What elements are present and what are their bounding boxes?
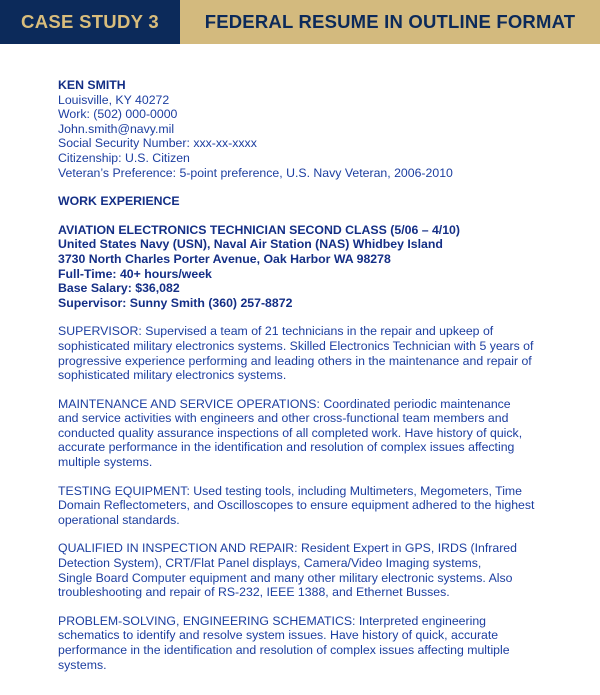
case-study-label-box — [0, 0, 180, 44]
work-hours: Full-Time: 40+ hours/week — [58, 266, 212, 281]
paragraph-line: QUALIFIED IN INSPECTION AND REPAIR: Resident Expert in GPS, IRDS (Infrared — [58, 541, 517, 556]
applicant-city: Louisville, KY 40272 — [58, 92, 170, 107]
employer: United States Navy (USN), Naval Air Station (NAS) Whidbey Island — [58, 237, 443, 252]
paragraph-line: performance in the identification and resolution of complex issues affecting multiple — [58, 643, 510, 657]
paragraph-line: PROBLEM-SOLVING, ENGINEERING SCHEMATICS: Interpreted engineering — [58, 613, 487, 628]
job-title: AVIATION ELECTRONICS TECHNICIAN SECOND CLASS (5/06 – 4/10) — [58, 222, 460, 237]
paragraph-line: Domain Reflectometers, and Oscilloscopes to ensure equipment adhered to the highest — [58, 498, 535, 513]
paragraph-line: sophisticated military electronics systems. Skilled Electronics Technician with 5 years of — [58, 338, 534, 353]
paragraph-line: multiple systems. — [58, 455, 153, 470]
paragraph-line: accurate performance in the identification and resolution of complex issues affecting — [58, 440, 515, 455]
paragraph-problem-solving — [58, 614, 558, 672]
citizenship: Citizenship: U.S. Citizen — [58, 150, 190, 165]
job-header — [58, 223, 558, 311]
page-title: FEDERAL RESUME IN OUTLINE FORMAT — [204, 11, 576, 32]
paragraph-inspection-repair — [58, 541, 558, 599]
paragraph-line: TESTING EQUIPMENT: Used testing tools, including Multimeters, Megometers, Time — [58, 483, 523, 498]
paragraph-line: Single Board Computer equipment and many other military electronic systems. Also — [58, 570, 513, 585]
supervisor-contact: Supervisor: Sunny Smith (360) 257-8872 — [58, 295, 293, 310]
paragraph-line: schematics to identify and resolve system issues. Have history of quick, accurate — [58, 628, 499, 643]
veterans-preference: Veteran’s Preference: 5-point preference, U.S. Navy Veteran, 2006-2010 — [58, 165, 453, 180]
paragraph-line: troubleshooting and repair of RS-232, IEEE 1388, and Ethernet Busses. — [58, 585, 450, 600]
paragraph-line: progressive experience performing and leading others in the maintenance and repair of — [58, 353, 532, 368]
work-experience-heading: WORK EXPERIENCE — [58, 194, 180, 209]
paragraph-maintenance — [58, 397, 558, 470]
employer-address: 3730 North Charles Porter Avenue, Oak Harbor WA 98278 — [58, 251, 391, 266]
paragraph-line: conducted quality assurance inspections of all completed work. Have history of quick, — [58, 425, 523, 440]
page-title-box — [180, 0, 600, 44]
header-banner — [0, 0, 600, 44]
paragraph-testing-equipment — [58, 484, 558, 528]
paragraph-line: and service activities with engineers and other cross-functional team members and — [58, 411, 509, 426]
paragraph-line: SUPERVISOR: Supervised a team of 21 technicians in the repair and upkeep of — [58, 324, 494, 339]
base-salary: Base Salary: $36,082 — [58, 281, 180, 296]
paragraph-supervisor — [58, 324, 558, 382]
paragraph-line: Detection System), CRT/Flat Panel displays, Camera/Video Imaging systems, — [58, 556, 482, 571]
paragraph-line: MAINTENANCE AND SERVICE OPERATIONS: Coordinated periodic maintenance — [58, 396, 511, 411]
applicant-name: KEN SMITH — [58, 78, 126, 92]
work-phone: Work: (502) 000-0000 — [58, 107, 178, 122]
case-study-label: CASE STUDY 3 — [21, 11, 159, 32]
resume-document — [58, 78, 558, 672]
paragraph-line: systems. — [58, 657, 107, 672]
paragraph-line: sophisticated military electronics systems. — [58, 368, 287, 383]
email: John.smith@navy.mil — [58, 121, 175, 136]
ssn: Social Security Number: xxx-xx-xxxx — [58, 136, 257, 151]
contact-block — [58, 78, 558, 180]
paragraph-line: operational standards. — [58, 512, 180, 527]
